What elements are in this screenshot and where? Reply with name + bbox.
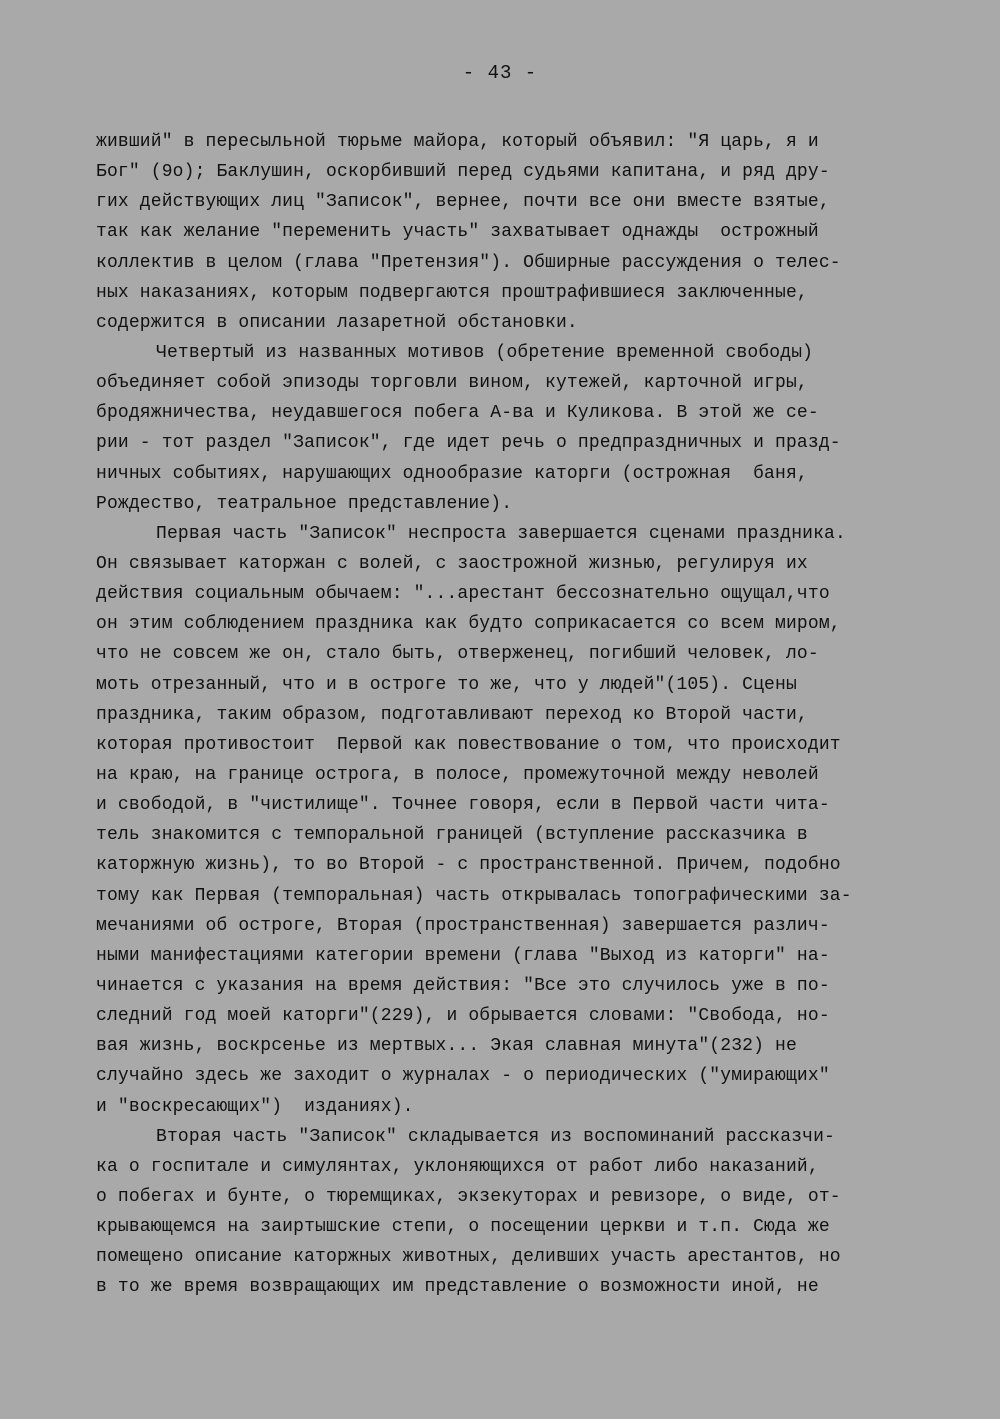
text-line: бродяжничества, неудавшегося побега А-ва и Куликова. В этой же се- (96, 403, 819, 424)
text-line: помещено описание каторжных животных, деливших участь арестантов, но (96, 1247, 841, 1268)
text-line: чинается с указания на время действия: "Все это случилось уже в по- (96, 975, 830, 996)
body-text (96, 127, 926, 1302)
text-line: коллектив в целом (глава "Претензия"). Обширные рассуждения о телес- (96, 252, 841, 273)
text-line: Рождество, театральное представление). (96, 493, 513, 514)
text-line: в то же время возвращающих им представление о возможности иной, не (96, 1277, 819, 1298)
text-line: ных наказаниях, которым подвергаются проштрафившиеся заключенные, (96, 282, 808, 303)
text-line: так как желание "переменить участь" захватывает однажды острожный (96, 222, 819, 243)
text-line: моть отрезанный, что и в остроге то же, что у людей"(105). Сцены (96, 674, 797, 695)
text-line: Первая часть "Записок" неспроста завершается сценами праздника. (156, 523, 846, 544)
text-line: Он связывает каторжан с волей, с заострожной жизнью, регулируя их (96, 553, 808, 574)
text-line: содержится в описании лазаретной обстановки. (96, 312, 578, 333)
text-line: случайно здесь же заходит о журналах - о периодических ("умирающих" (96, 1066, 830, 1087)
text-line: ными манифестациями категории времени (глава "Выход из каторги" на- (96, 945, 830, 966)
text-line: праздника, таким образом, подготавливают переход ко Второй части, (96, 704, 808, 725)
text-line: которая противостоит Первой как повествование о том, что происходит (96, 734, 841, 755)
text-line: объединяет собой эпизоды торговли вином, кутежей, карточной игры, (96, 373, 808, 394)
text-line: мечаниями об остроге, Вторая (пространственная) завершается различ- (96, 915, 830, 936)
text-line: рии - тот раздел "Записок", где идет речь о предпраздничных и празд- (96, 433, 841, 454)
text-line: тель знакомится с темпоральной границей (вступление рассказчика в (96, 825, 808, 846)
text-line: следний год моей каторги"(229), и обрывается словами: "Свобода, но- (96, 1006, 830, 1027)
text-line: о побегах и бунте, о тюремщиках, экзекуторах и ревизоре, о виде, от- (96, 1186, 841, 1207)
text-line: живший" в пересыльной тюрьме майора, который объявил: "Я царь, я и (96, 132, 819, 152)
text-line: и "воскресающих") изданиях). (96, 1096, 414, 1117)
text-line: ка о госпитале и симулянтах, уклоняющихся от работ либо наказаний, (96, 1156, 819, 1177)
text-line: Четвертый из названных мотивов (обретение временной свободы) (156, 342, 814, 363)
text-line: каторжную жизнь), то во Второй - с пространственной. Причем, подобно (96, 855, 841, 876)
text-line: и свободой, в "чистилище". Точнее говоря, если в Первой части чита- (96, 795, 830, 816)
text-line: тому как Первая (темпоральная) часть открывалась топографическими за- (96, 885, 852, 906)
text-line: действия социальным обычаем: "...арестант бессознательно ощущал,что (96, 584, 830, 605)
text-line: вая жизнь, воскрсенье из мертвых... Экая славная минута"(232) не (96, 1036, 797, 1057)
text-line: на краю, на границе острога, в полосе, промежуточной между неволей (96, 764, 819, 785)
text-line: Вторая часть "Записок" складывается из воспоминаний рассказчи- (156, 1126, 836, 1147)
text-line: Бог" (9о); Баклушин, оскорбивший перед судьями капитана, и ряд дру- (96, 162, 830, 183)
text-line: ничных событиях, нарушающих однообразие каторги (острожная баня, (96, 463, 808, 484)
text-line: гих действующих лиц "Записок", вернее, почти все они вместе взятые, (96, 192, 830, 213)
text-line: крывающемся на заиртышские степи, о посещении церкви и т.п. Сюда же (96, 1217, 830, 1238)
page-number: - 43 - (462, 62, 538, 84)
text-line: что не совсем же он, стало быть, отверженец, погибший человек, ло- (96, 644, 819, 665)
text-line: он этим соблюдением праздника как будто соприкасается со всем миром, (96, 614, 841, 635)
